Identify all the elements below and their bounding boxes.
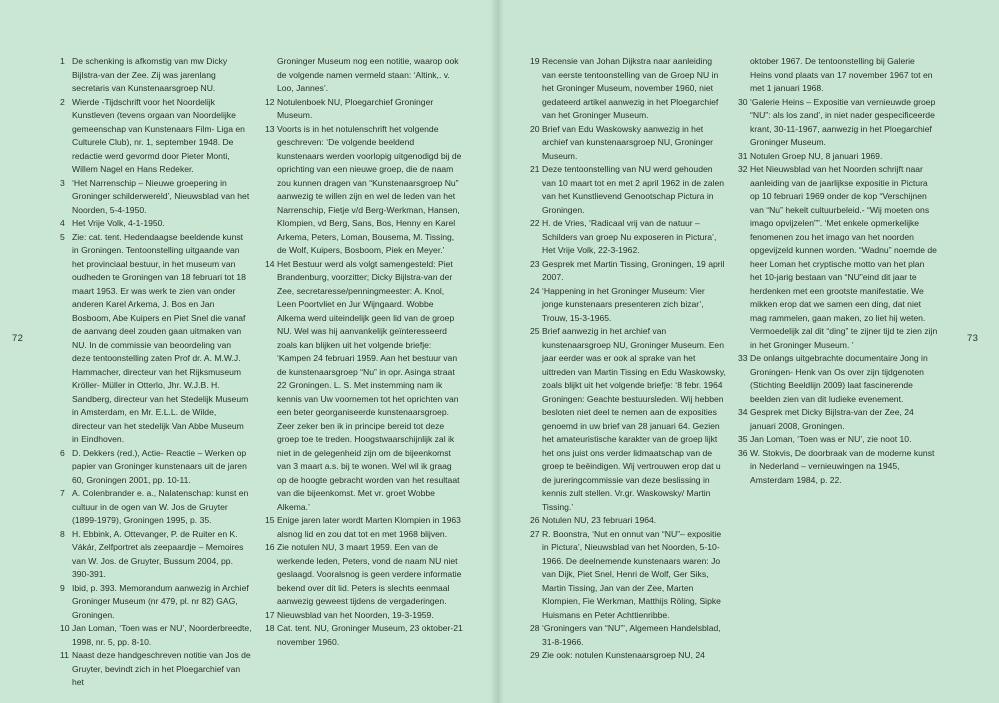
footnote-number: 26 <box>530 515 540 525</box>
footnote-number: 2 <box>60 96 65 107</box>
footnote <box>738 163 938 352</box>
footnote <box>60 96 252 177</box>
footnote-number: 24 <box>530 285 540 296</box>
footnote <box>530 163 726 217</box>
footnote-text: Wierde -Tijdschrift voor het Noordelijk Kunstleven (tevens orgaan van Noordelijke gemeenschap van Kunstenaars Film- Liga en Culturele Club), nr. 1, september 1948. De redactie werd gevormd door Pieter Monti, Willem Nagel en Hans Redeker. <box>72 96 245 174</box>
footnote-text: Het Vrije Volk, 4-1-1950. <box>72 218 165 228</box>
footnote-text: Zie: cat. tent. Hedendaagse beeldende kunst in Groningen. Tentoonstelling uitgaande van het provinciaal bestuur, in het museum van oudheden te Groningen van 18 februari tot 18 maart 1953. Er was werk te zien van onder anderen Karel Arkema, J. Bos en Jan Bosboom, Abe Kuipers en Piet Snel die vanaf de aanvang deel zouden gaan uitmaken van NU. In de commissie van beoordeling van deze tentoonstelling zaten Prof dr. A. M.W.J. Hammacher, directeur van het Rijksmuseum Kröller- Müller in Otterlo, Jhr. W.J.B. H. Sandberg, directeur van het Stedelijk Museum in Amsterdam, en Mr. E.L.L. de Wilde, directeur van het stedelijk Van Abbe Museum in Eindhoven. <box>72 231 249 444</box>
footnote-number: 21 <box>530 164 540 174</box>
footnote-text: Gesprek met Dicky Bijlstra-van der Zee, 24 januari 2008, Groningen. <box>750 407 914 431</box>
footnote-text: ‘Het Narrenschip – Nieuwe groepering in Groninger schilderwereld’, Nieuwsblad van het Noorden, 5-4-1950. <box>72 177 250 215</box>
footnote-text: Het Nieuwsblad van het Noorden schrijft naar aanleiding van de jaarlijkse expositie in Pictura op 10 februari 1969 onder de kop “Verschijnen van “Nu” hekelt cultuurbeleid.- “Wij moeten ons imago opvijzelen””. ‘Met enkele opmerkelijke fenomenen zou het imago van het noorden opgevijzeld kunnen worden. “Wadnu” noemde de heer Loman het cryptische motto van het plan het 10-jarig bestaan van “NU”eind dit jaar te herdenken met een grootste manifestatie. We mikken erop dat we samen een ding, dat niet mag rammelen, gaan maken, zo liet hij weten. Vermoedelijk zal dit “ding” te zijner tijd te zien zijn in het Groninger Museum. ’ <box>750 164 938 350</box>
footnote-text: Notulenboek NU, Ploegarchief Groninger Museum. <box>277 96 434 120</box>
footnote-text: W. Stokvis, De doorbraak van de moderne kunst in Nederland – vernieuwingen na 1945, Amsterdam 1984, p. 22. <box>750 447 935 485</box>
notes-column-4 <box>738 55 938 487</box>
footnote-text: Zie ook: notulen Kunstenaarsgroep NU, 24 <box>542 650 705 660</box>
footnote <box>530 217 726 258</box>
footnote-number: 18 <box>265 623 275 633</box>
footnote-text: Notulen Groep NU, 8 januari 1969. <box>750 150 883 161</box>
footnote-number: 5 <box>60 231 65 242</box>
footnote-number: 17 <box>265 609 275 620</box>
footnote-number: 11 <box>60 650 69 660</box>
footnote <box>530 123 726 164</box>
footnote <box>738 433 938 447</box>
footnote <box>738 447 938 488</box>
footnote <box>60 528 252 582</box>
footnote-number: 22 <box>530 218 540 228</box>
footnote <box>265 514 463 541</box>
footnote-text: A. Colenbrander e. a., Nalatenschap: kunst en cultuur in de ogen van W. Jos de Gruyter (1899-1979), Groningen 1995, p. 35. <box>72 488 249 525</box>
footnote-text: Jan Loman, ‘Toen was er NU’, zie noot 10. <box>750 434 912 444</box>
footnote-number: 1 <box>60 56 65 66</box>
footnote <box>60 217 252 231</box>
footnote-number: 20 <box>530 123 540 134</box>
footnote-text: ‘Groningers van “NU”’, Algemeen Handelsblad, 31-8-1966. <box>542 623 721 647</box>
footnote <box>265 96 463 123</box>
footnote <box>60 582 252 623</box>
footnote-text: Brief van Edu Waskowsky aanwezig in het archief van kunstenaarsgroep NU, Groninger Museum. <box>542 123 714 161</box>
notes-column-3 <box>530 55 726 663</box>
footnote <box>60 55 252 96</box>
footnote-number: 23 <box>530 258 540 269</box>
footnote <box>530 325 726 514</box>
footnote-number: 33 <box>738 353 748 363</box>
footnote <box>60 447 252 488</box>
footnote-number: 12 <box>265 96 275 107</box>
footnote-number: 28 <box>530 623 540 633</box>
note-continuation: Groninger Museum nog een notitie, waarop ook de volgende namen vermeld staan: ‘Altink,. v. Loo, Jannes’. <box>277 56 459 93</box>
note-continuation: oktober 1967. De tentoonstelling bij Galerie Heins vond plaats van 17 november 1967 tot en met 1 januari 1968. <box>750 56 933 93</box>
page-gutter <box>490 0 504 703</box>
page-number-right: 73 <box>967 333 979 344</box>
footnote <box>530 285 726 326</box>
footnote <box>738 150 938 164</box>
notes-column-1 <box>60 55 252 690</box>
footnote-number: 8 <box>60 528 65 539</box>
footnote <box>530 55 726 123</box>
footnote-number: 16 <box>265 542 275 552</box>
footnote-text: Notulen NU, 23 februari 1964. <box>542 515 657 525</box>
footnote-text: Het Bestuur werd als volgt samengesteld: Piet Brandenburg, voorzitter; Dicky Bijlstra-van der Zee, secretaresse/penningmeester: A. Knol, Leen Poortvliet en Jur Wijngaard. Wobbe Alkema werd uiteindelijk geen lid van de groep NU. Wel was hij aanvankelijk geïnteresseerd zoals kan blijken uit het volgende briefje: ‘Kampen 24 februari 1959. Aan het bestuur van de kunstenaarsgroep “Nu” in opr. Asinga straat 22 Groningen. L. S. Met instemming nam ik kennis van Uw voornemen tot het oprichten van een beter georganiseerde kunstenaarsgroep. Zeer zeker ben ik in principe bereid tot deze groep toe te treden. Hoogstwaarschijnlijk zal ik niet in de gelegenheid zijn om de bijeenkomst van 3 maart a.s. bij te wonen. Wel wil ik graag op de hoogte gebracht worden van het resultaat van die bijeenkomst. Met vr. groet Wobbe Alkema.’ <box>277 258 460 512</box>
footnote <box>265 123 463 258</box>
footnote <box>530 258 726 285</box>
footnote-number: 31 <box>738 150 748 161</box>
footnote-number: 36 <box>738 447 748 458</box>
footnote-number: 7 <box>60 488 65 498</box>
footnote-text: Recensie van Johan Dijkstra naar aanleiding van eerste tentoonstelling van de Groep NU in het Groninger Museum, november 1960, niet gedateerd artikel aanwezig in het Ploegarchief van het Groninger Museum. <box>542 56 719 120</box>
footnote <box>60 177 252 218</box>
footnote-text: Jan Loman, ‘Toen was er NU’, Noorderbreedte, 1998, nr. 5, pp. 8-10. <box>72 623 252 647</box>
footnote-text: R. Boonstra, ‘Nut en onnut van “NU”– expositie in Pictura’, Nieuwsblad van het Noorden, 5-10-1966. De deelnemende kunstenaars waren: Jo van Dijk, Piet Snel, Henri de Wolf, Ger Siks, Martin Tissing, Jan van der Zee, Marten Klompien, Fie Werkman, Matthijs Röling, Sipke Huismans en Peter Achttienribbe. <box>542 528 722 620</box>
footnote-text: De schenking is afkomstig van mw Dicky Bijlstra-van der Zee. Zij was jarenlang secretaris van Kunstenaarsgroep NU. <box>72 56 228 93</box>
footnote <box>530 514 726 528</box>
footnote-text: ‘Galerie Heins – Expositie van vernieuwde groep “NU”: als los zand’, in niet nader gespecificeerde krant, 30-11-1967, aanwezig in het Ploegarchief Groninger Museum. <box>750 96 936 147</box>
footnote <box>60 622 252 649</box>
notes-column-2 <box>265 55 463 649</box>
footnote <box>530 528 726 623</box>
footnote-text: H. Ebbink, A. Ottevanger, P. de Ruiter en K. Vákár, Zelfportret als zeepaardje – Memoires van W. Jos. de Gruyter, Bussum 2004, pp. 390-391. <box>72 528 244 579</box>
footnote <box>265 609 463 623</box>
footnote-text: De onlangs uitgebrachte documentaire Jong in Groningen- Henk van Os over zijn tijdgenoten (Stichting Beeldlijn 2009) laat fascinerende beelden zien van dit ludieke evenement. <box>750 353 928 404</box>
footnote <box>60 487 252 528</box>
footnote <box>530 649 726 663</box>
footnote-text: D. Dekkers (red.), Actie- Reactie – Werken op papier van Groninger kunstenaars uit de jaren 60, Groningen 2001, pp. 10-11. <box>72 447 247 485</box>
footnote-number: 35 <box>738 434 748 444</box>
footnote-number: 19 <box>530 56 540 66</box>
footnote-number: 3 <box>60 177 65 188</box>
footnote <box>265 258 463 515</box>
footnote-text: Voorts is in het notulenschrift het volgende geschreven: ‘De volgende beeldend kunstenaars werden voorlopig uitgenodigd bij de oprichting van een nieuwe groep, die de naam zou kunnen dragen van “Kunstenaarsgroep Nu” aanwezig te willen zijn en wel de leden van het Narrenschip, Fietje v/d Berg-Werkman, Hansen, Klompien, vd Berg, Sans, Bos, Henny en Karel Arkema, Peters, Loman, Bousema, M. Tissing, de Wolf, Kuipers, Bosboom, Piek en Meyer.’ <box>277 123 462 255</box>
footnote-number: 13 <box>265 123 275 134</box>
footnote-number: 30 <box>738 96 748 107</box>
page-number-left: 72 <box>12 333 24 344</box>
footnote-number: 10 <box>60 623 70 633</box>
footnote-text: Deze tentoonstelling van NU werd gehouden van 10 maart tot en met 2 april 1962 in de zalen van het Kunstlievend Genootschap Pictura in Groningen. <box>542 164 725 215</box>
footnote <box>738 352 938 406</box>
footnote <box>738 406 938 433</box>
footnote-text: Nieuwsblad van het Noorden, 19-3-1959. <box>277 609 434 620</box>
footnote-text: Brief aanwezig in het archief van kunstenaarsgroep NU, Groninger Museum. Een jaar eerder was er ook al sprake van het uittreden van Martin Tissing en Edu Waskowsky, zoals blijkt uit het volgende briefje: ‘8 febr. 1964 Groningen: Geachte bestuursleden. Wij hebben besloten niet deel te nemen aan de exposities genoemd in uw brief van 28 januari 64. Gezien het amateuristische karakter van de groep lijkt het ons juist ons verder lidmaatschap van de groep te beëindigen. Wij vertrouwen erop dat u de jureringcommissie van deze beslissing in kennis zult stellen. Vr.gr. Waskowsky/ Martin Tissing.’ <box>542 326 726 512</box>
footnote-text: Cat. tent. NU, Groninger Museum, 23 oktober-21 november 1960. <box>277 623 463 647</box>
footnote-text: Gesprek met Martin Tissing, Groningen, 19 april 2007. <box>542 258 725 282</box>
footnote-number: 32 <box>738 164 748 174</box>
footnote-text: Ibid, p. 393. Memorandum aanwezig in Archief Groninger Museum (nr 479, pl. nr 82) GAG, Groningen. <box>72 582 249 620</box>
footnote-text: H. de Vries, ‘Radicaal vrij van de natuur – Schilders van groep Nu exposeren in Pictura’, Het Vrije Volk, 22-3-1962. <box>542 218 717 255</box>
footnote-number: 14 <box>265 258 275 269</box>
footnote <box>60 231 252 447</box>
footnote <box>265 541 463 609</box>
footnote-number: 25 <box>530 326 540 336</box>
footnote-text: Naast deze handgeschreven notitie van Jos de Gruyter, bevindt zich in het Ploegarchief van het <box>72 650 251 687</box>
footnote <box>530 622 726 649</box>
footnote <box>265 622 463 649</box>
footnote <box>738 96 938 150</box>
footnote-number: 6 <box>60 447 65 458</box>
footnote-text: Zie notulen NU, 3 maart 1959. Een van de werkende leden, Peters, vond de naam NU niet geslaagd. Vooralsnog is geen verdere informatie bekend over dit lid. Peters is slechts eenmaal aanwezig geweest tijdens de vergaderingen. <box>277 542 462 606</box>
footnote-text: ‘Happening in het Groninger Museum: Vier jonge kunstenaars presenteren zich bizar’, Trouw, 15-3-1965. <box>542 285 705 323</box>
footnote-number: 34 <box>738 407 748 417</box>
footnote-number: 29 <box>530 650 540 660</box>
footnote-text: Enige jaren later wordt Marten Klompien in 1963 alsnog lid en zou dat tot en met 1968 blijven. <box>277 515 461 539</box>
footnote-number: 9 <box>60 582 65 593</box>
footnote-number: 15 <box>265 515 275 525</box>
footnote-number: 4 <box>60 218 65 228</box>
footnote <box>60 649 252 690</box>
footnote-number: 27 <box>530 528 540 539</box>
